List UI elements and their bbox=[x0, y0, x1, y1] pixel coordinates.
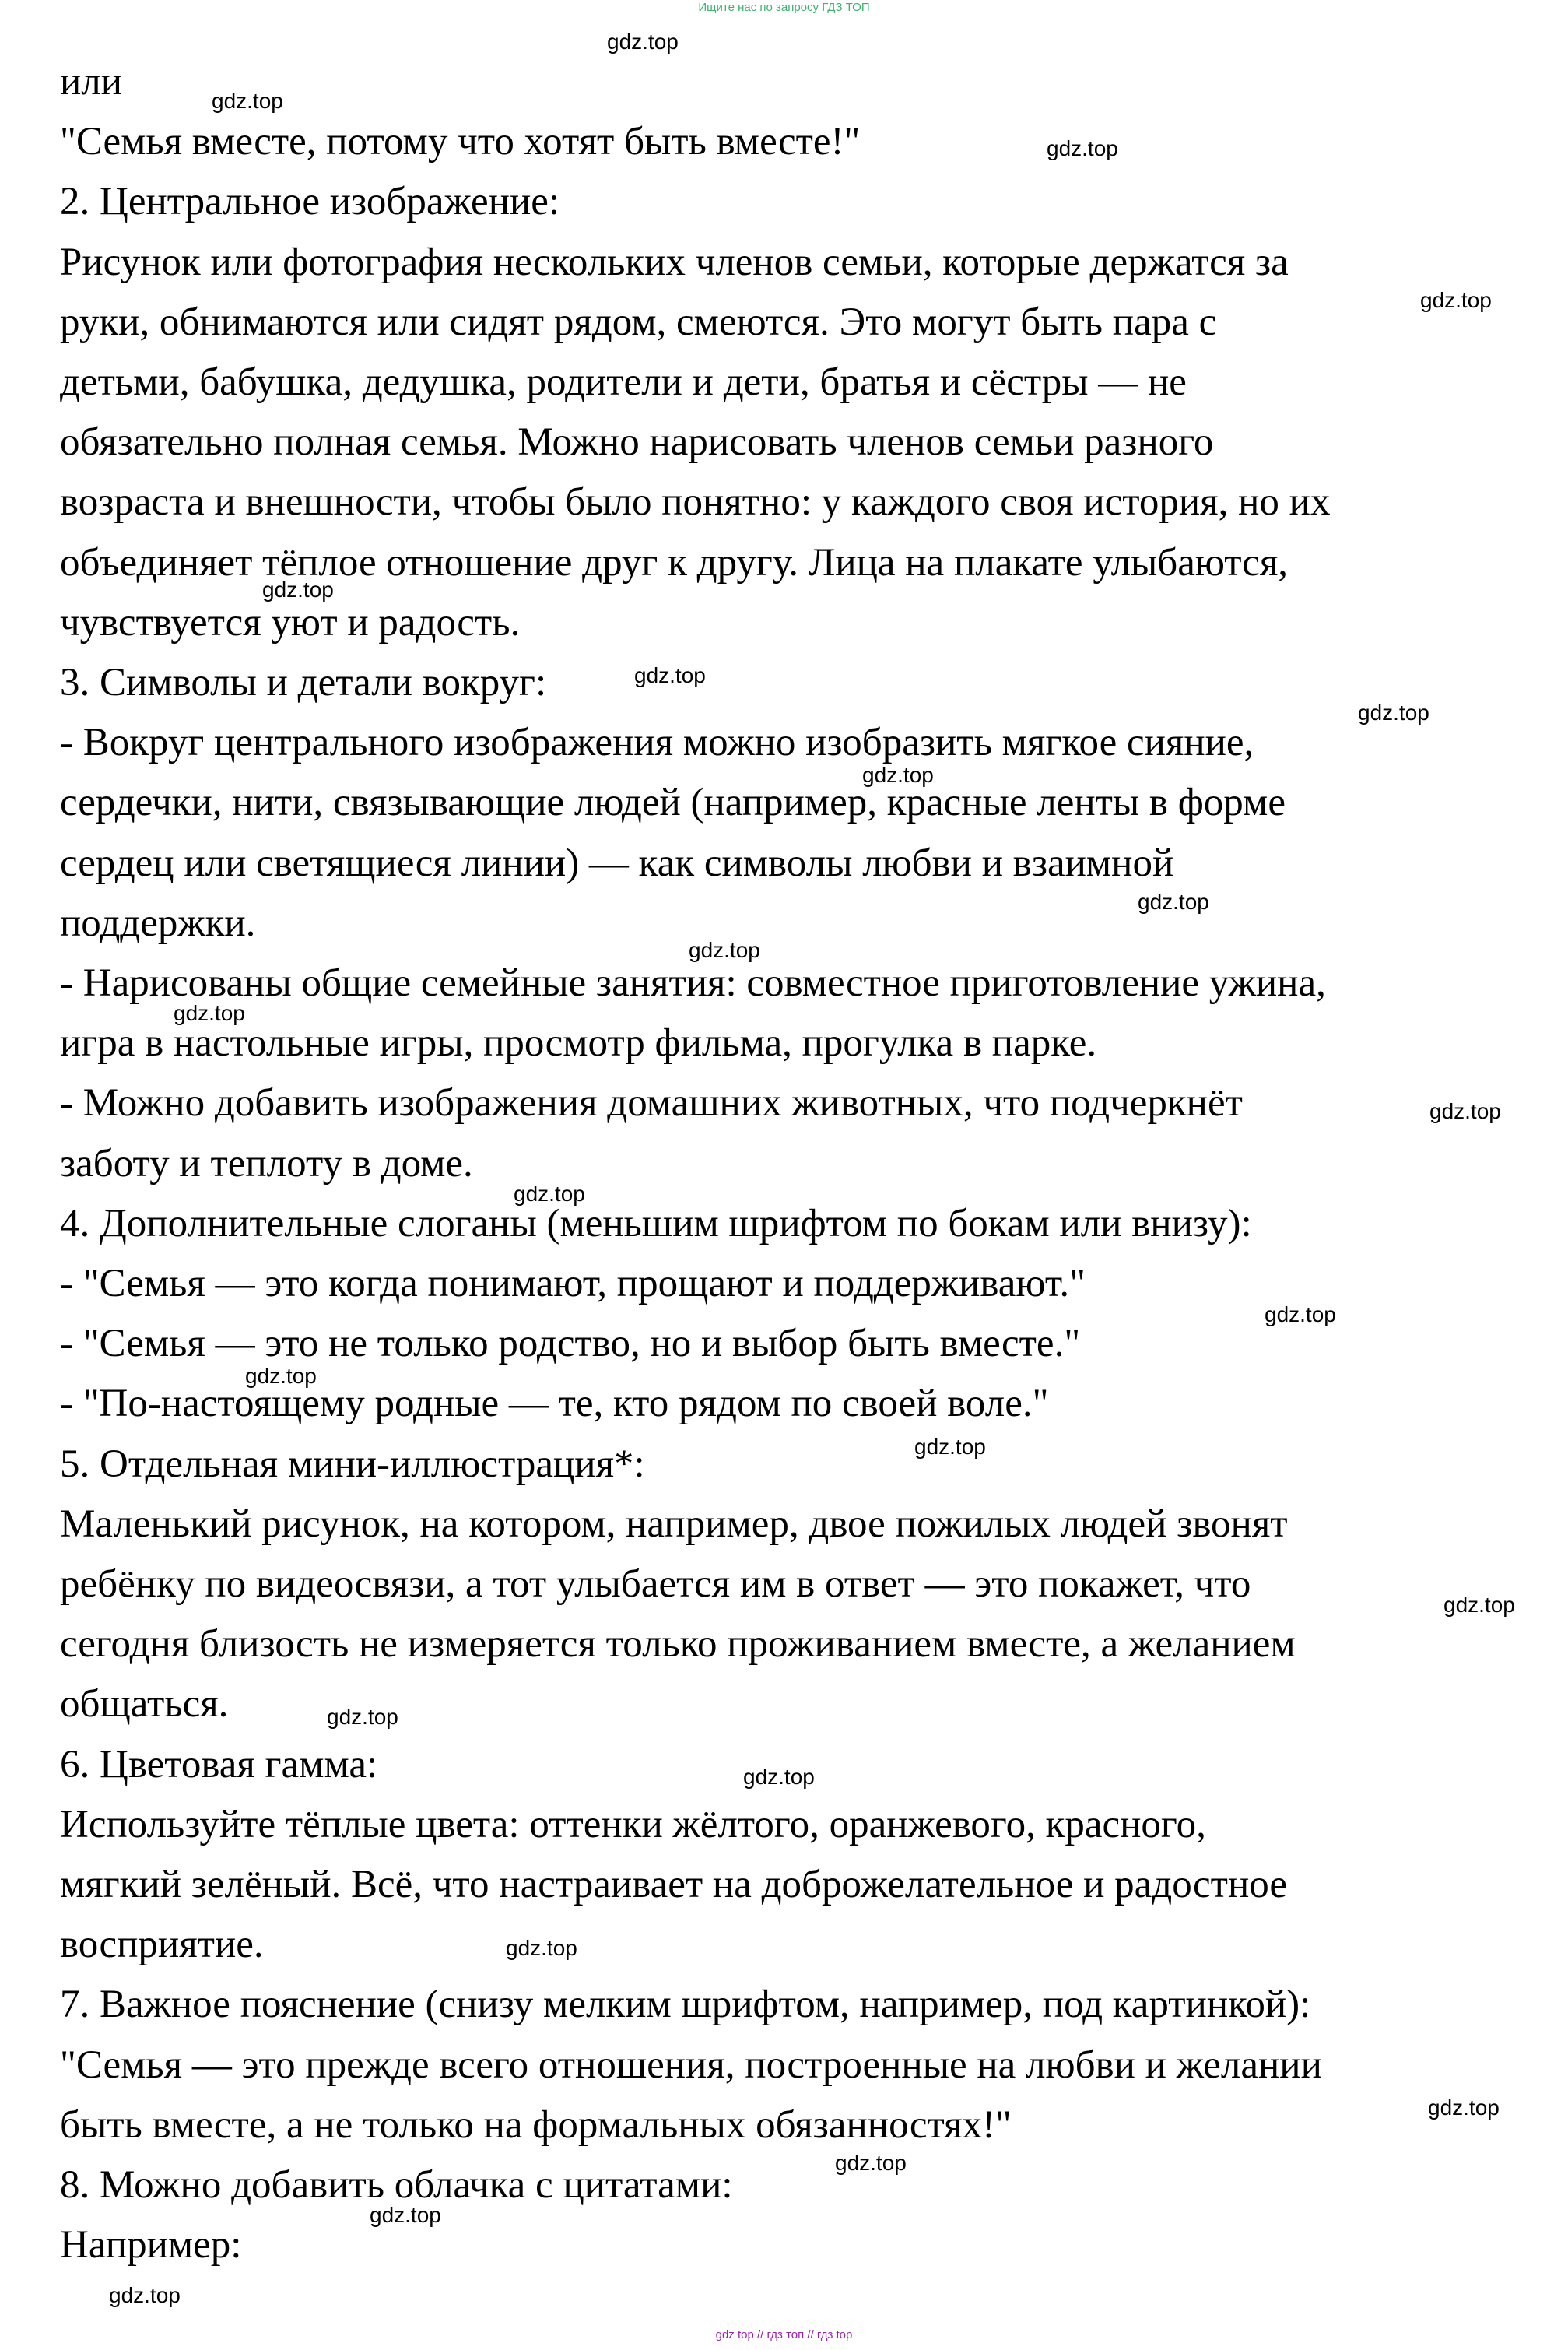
text-line: сегодня близость не измеряется только проживанием вместе, а желанием bbox=[60, 1622, 1296, 1667]
text-line: - Нарисованы общие семейные занятия: совместное приготовление ужина, bbox=[60, 961, 1326, 1005]
watermark: gdz.top bbox=[1047, 136, 1118, 160]
watermark: gdz.top bbox=[506, 1936, 577, 1960]
watermark: gdz.top bbox=[1265, 1302, 1336, 1326]
text-line: 2. Центральное изображение: bbox=[60, 180, 560, 224]
watermark: gdz.top bbox=[514, 1182, 585, 1206]
text-line: - "Семья — это когда понимают, прощают и поддерживают." bbox=[60, 1262, 1086, 1305]
watermark: gdz.top bbox=[689, 938, 760, 962]
text-line: восприятие. bbox=[60, 1923, 264, 1967]
text-line: Маленький рисунок, на котором, например, двое пожилых людей звонят bbox=[60, 1502, 1288, 1546]
text-line: мягкий зелёный. Всё, что настраивает на доброжелательное и радостное bbox=[60, 1863, 1287, 1906]
watermark: gdz.top bbox=[1429, 1099, 1501, 1123]
text-line: Используйте тёплые цвета: оттенки жёлтого, оранжевого, красного, bbox=[60, 1802, 1206, 1846]
watermark: gdz.top bbox=[634, 663, 706, 687]
text-line: заботу и теплоту в доме. bbox=[60, 1141, 473, 1186]
text-line: игра в настольные игры, просмотр фильма, прогулка в парке. bbox=[60, 1021, 1097, 1066]
text-line: поддержки. bbox=[60, 901, 256, 945]
text-line: сердец или светящиеся линии) — как символы любви и взаимной bbox=[60, 841, 1174, 885]
text-line: или bbox=[60, 60, 123, 104]
top-banner[interactable]: Ищите нас по запросу ГДЗ ТОП bbox=[698, 1, 870, 14]
watermark: gdz.top bbox=[607, 30, 679, 54]
watermark: gdz.top bbox=[370, 2203, 441, 2227]
watermark: gdz.top bbox=[212, 89, 283, 113]
text-line: руки, обнимаются или сидят рядом, смеются. Это могут быть пара с bbox=[60, 300, 1217, 344]
watermark: gdz.top bbox=[1428, 2095, 1500, 2120]
text-line: 7. Важное пояснение (снизу мелким шрифтом, например, под картинкой): bbox=[60, 1983, 1311, 2027]
watermark: gdz.top bbox=[835, 2151, 907, 2175]
watermark: gdz.top bbox=[174, 1001, 245, 1025]
text-line: ребёнку по видеосвязи, а тот улыбается им в ответ — это покажет, что bbox=[60, 1562, 1251, 1606]
text-line: "Семья — это прежде всего отношения, построенные на любви и желании bbox=[60, 2043, 1322, 2087]
text-line: - Вокруг центрального изображения можно изобразить мягкое сияние, bbox=[60, 721, 1254, 765]
text-line: Например: bbox=[60, 2223, 242, 2267]
text-line: 4. Дополнительные слоганы (меньшим шрифтом по бокам или внизу): bbox=[60, 1201, 1252, 1245]
text-line: - "Семья — это не только родство, но и выбор быть вместе." bbox=[60, 1322, 1081, 1366]
text-line: 6. Цветовая гамма: bbox=[60, 1742, 378, 1786]
watermark: gdz.top bbox=[914, 1435, 986, 1459]
text-line: - "По-настоящему родные — те, кто рядом по своей воле." bbox=[60, 1382, 1049, 1426]
text-line: объединяет тёплое отношение друг к другу. Лица на плакате улыбаются, bbox=[60, 540, 1289, 585]
watermark: gdz.top bbox=[1443, 1593, 1515, 1617]
watermark: gdz.top bbox=[743, 1765, 815, 1789]
text-line: общаться. bbox=[60, 1682, 229, 1726]
watermark: gdz.top bbox=[1420, 288, 1492, 312]
watermark: gdz.top bbox=[262, 578, 334, 602]
text-line: 5. Отдельная мини-иллюстрация*: bbox=[60, 1442, 645, 1486]
text-line: 8. Можно добавить облачка с цитатами: bbox=[60, 2163, 733, 2207]
text-line: Рисунок или фотография нескольких членов семьи, которые держатся за bbox=[60, 240, 1289, 284]
watermark: gdz.top bbox=[245, 1364, 317, 1388]
watermark: gdz.top bbox=[109, 2283, 181, 2307]
text-line: детьми, бабушка, дедушка, родители и дети, братья и сёстры — не bbox=[60, 360, 1187, 404]
text-line: "Семья вместе, потому что хотят быть вместе!" bbox=[60, 120, 861, 164]
watermark: gdz.top bbox=[862, 763, 934, 787]
text-line: быть вместе, а не только на формальных обязанностях!" bbox=[60, 2102, 1012, 2147]
text-line: - Можно добавить изображения домашних животных, что подчеркнёт bbox=[60, 1081, 1243, 1126]
text-line: возраста и внешности, чтобы было понятно: у каждого своя история, но их bbox=[60, 480, 1331, 525]
watermark: gdz.top bbox=[1138, 890, 1209, 914]
text-line: сердечки, нити, связывающие людей (например, красные ленты в форме bbox=[60, 781, 1286, 825]
watermark: gdz.top bbox=[1358, 701, 1429, 725]
watermark: gdz.top bbox=[327, 1705, 398, 1729]
bottom-banner[interactable]: gdz top // гдз топ // гдз top bbox=[715, 2328, 853, 2341]
text-line: 3. Символы и детали вокруг: bbox=[60, 661, 547, 704]
text-line: чувствуется уют и радость. bbox=[60, 600, 521, 645]
text-line: обязательно полная семья. Можно нарисовать членов семьи разного bbox=[60, 420, 1214, 465]
